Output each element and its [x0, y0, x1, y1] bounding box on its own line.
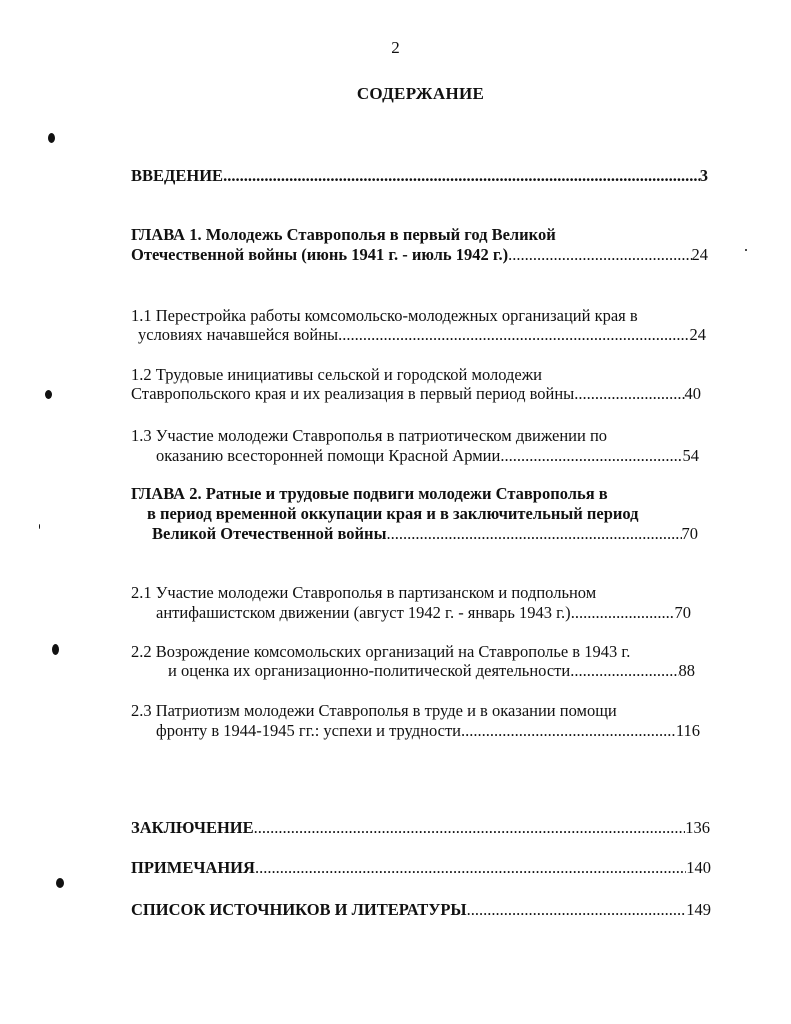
dot-leader	[508, 245, 691, 265]
scan-speck	[745, 249, 747, 251]
toc-entry-title: ВВЕДЕНИЕ	[131, 166, 224, 185]
toc-entry-2-1[interactable]	[156, 603, 691, 623]
toc-entry-title: антифашистском движении (август 1942 г. - январь 1943 г.)	[156, 603, 571, 622]
scan-speck	[48, 133, 55, 143]
toc-entry-title: СПИСОК ИСТОЧНИКОВ И ЛИТЕРАТУРЫ	[131, 900, 467, 919]
toc-page-number: 70	[674, 603, 691, 622]
toc-entry-1-3[interactable]	[156, 446, 699, 466]
toc-section-2-2-line1[interactable]: 2.2 Возрождение комсомольских организаций на Ставрополье в 1943 г.	[131, 642, 631, 661]
toc-page-number: 140	[686, 858, 711, 877]
toc-chapter1-line1[interactable]: ГЛАВА 1. Молодежь Ставрополья в первый год Великой	[131, 225, 556, 244]
toc-section-1-2-line1[interactable]: 1.2 Трудовые инициативы сельской и городской молодежи	[131, 365, 542, 384]
toc-page-number: 24	[691, 245, 708, 264]
toc-entry-title: Ставропольского края и их реализация в первый период войны	[131, 384, 575, 403]
toc-page-number: 136	[685, 818, 710, 837]
toc-page-number: 40	[684, 384, 701, 403]
toc-section-2-1-line1[interactable]: 2.1 Участие молодежи Ставрополья в партизанском и подпольном	[131, 583, 597, 602]
toc-entry-2-2[interactable]	[168, 661, 695, 681]
scan-speck	[39, 524, 40, 529]
toc-entry-intro[interactable]	[131, 166, 708, 186]
toc-entry-notes[interactable]	[131, 858, 711, 878]
toc-entry-chapter1[interactable]	[131, 245, 708, 265]
toc-page-number: 88	[678, 661, 695, 680]
toc-entry-title: оказанию всесторонней помощи Красной Армии	[156, 446, 501, 465]
toc-entry-title: Великой Отечественной войны	[152, 524, 387, 543]
toc-entry-title: ЗАКЛЮЧЕНИЕ	[131, 818, 254, 837]
toc-section-1-1-line1[interactable]: 1.1 Перестройка работы комсомольско-молодежных организаций края в	[131, 306, 638, 325]
toc-entry-title: условиях начавшейся войны	[138, 325, 339, 344]
dot-leader	[500, 446, 682, 466]
dot-leader	[571, 603, 675, 623]
toc-entry-2-3[interactable]	[156, 721, 700, 741]
dot-leader	[574, 384, 684, 404]
toc-entry-1-2[interactable]	[131, 384, 701, 404]
toc-chapter2-line2[interactable]: в период временной оккупации края и в заключительный период	[147, 504, 639, 523]
dot-leader	[461, 721, 676, 741]
toc-entry-title: и оценка их организационно-политической деятельности	[168, 661, 571, 680]
toc-section-2-3-line1[interactable]: 2.3 Патриотизм молодежи Ставрополья в труде и в оказании помощи	[131, 701, 617, 720]
dot-leader	[338, 325, 689, 345]
dot-leader	[255, 858, 686, 878]
toc-entry-conclusion[interactable]	[131, 818, 710, 838]
toc-page-number: 149	[686, 900, 711, 919]
toc-page-number: 24	[689, 325, 706, 344]
page-number: 2	[391, 38, 400, 57]
toc-entry-title: ПРИМЕЧАНИЯ	[131, 858, 255, 877]
dot-leader	[467, 900, 687, 920]
toc-section-1-3-line1[interactable]: 1.3 Участие молодежи Ставрополья в патриотическом движении по	[131, 426, 608, 445]
toc-chapter2-line1[interactable]: ГЛАВА 2. Ратные и трудовые подвиги молодежи Ставрополья в	[131, 484, 608, 503]
toc-page-number: 70	[681, 524, 698, 543]
dot-leader	[386, 524, 681, 544]
toc-page-number: 116	[675, 721, 700, 740]
dot-leader	[223, 166, 700, 186]
toc-entry-chapter2[interactable]	[152, 524, 698, 544]
toc-entry-title: фронту в 1944-1945 гг.: успехи и трудности	[156, 721, 462, 740]
dot-leader	[570, 661, 678, 681]
toc-entry-title: Отечественной войны (июнь 1941 г. - июль 1942 г.)	[131, 245, 509, 264]
toc-page-number: 54	[682, 446, 699, 465]
toc-entry-sources[interactable]	[131, 900, 711, 920]
scan-speck	[52, 644, 59, 655]
scan-speck	[56, 878, 64, 888]
toc-page-number: 3	[699, 166, 708, 185]
scan-speck	[45, 390, 52, 399]
toc-entry-1-1[interactable]	[138, 325, 706, 345]
page-title: СОДЕРЖАНИЕ	[356, 84, 485, 103]
dot-leader	[254, 818, 686, 838]
